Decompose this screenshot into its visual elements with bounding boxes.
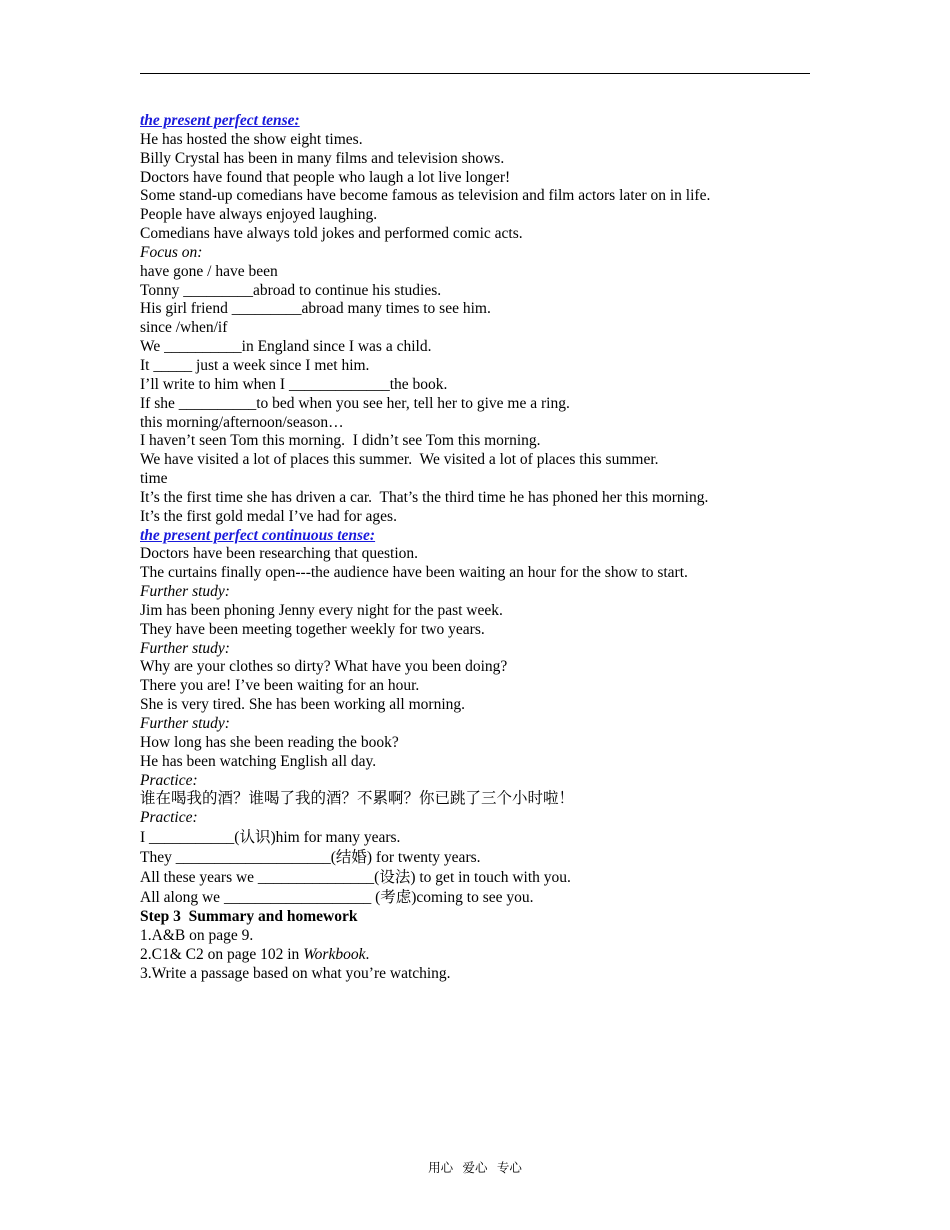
example-line: Jim has been phoning Jenny every night for the past week. (140, 601, 503, 619)
example-line: She is very tired. She has been working all morning. (140, 696, 466, 714)
example-line: It’s the first gold medal I’ve had for ages. (140, 507, 397, 525)
example-line: People have always enjoyed laughing. (140, 206, 378, 224)
example-line: The curtains finally open---the audience have been waiting an hour for the show to start. (140, 564, 688, 582)
exercise-line: We __________in England since I was a child. (140, 338, 432, 356)
further-study-label: Further study: (140, 583, 230, 601)
homework-item-text: 2.C1& C2 on page 102 in (140, 945, 304, 963)
homework-item (140, 946, 820, 965)
example-line: He has hosted the show eight times. (140, 130, 363, 148)
section-heading-present-perfect: the present perfect tense: (140, 112, 300, 129)
example-line: We have visited a lot of places this summer. We visited a lot of places this summer. (140, 451, 659, 469)
example-line: I haven’t seen Tom this morning. I didn’t see Tom this morning. (140, 432, 541, 450)
example-line: It’s the first time she has driven a car. That’s the third time he has phoned her this morning. (140, 488, 709, 506)
homework-item: 1.A&B on page 9. (140, 926, 254, 944)
example-line: How long has she been reading the book? (140, 733, 399, 751)
exercise-line: All along we ___________________ (考虑)coming to see you. (140, 889, 534, 907)
exercise-line: It _____ just a week since I met him. (140, 356, 370, 374)
focus-title: have gone / have been (140, 262, 278, 280)
focus-label: Focus on: (140, 243, 203, 261)
step3-heading: Step 3 Summary and homework (140, 908, 358, 926)
workbook-title: Workbook (303, 945, 366, 963)
example-line: He has been watching English all day. (140, 752, 377, 770)
focus-title: this morning/afternoon/season… (140, 413, 344, 431)
example-line: They have been meeting together weekly for two years. (140, 620, 485, 638)
example-line: Doctors have found that people who laugh a lot live longer! (140, 168, 511, 186)
exercise-line: They ____________________(结婚) for twenty years. (140, 849, 481, 867)
exercise-line: I’ll write to him when I _____________the book. (140, 375, 448, 393)
focus-title: since /when/if (140, 319, 228, 337)
homework-item: 3.Write a passage based on what you’re watching. (140, 964, 451, 982)
example-line: Billy Crystal has been in many films and television shows. (140, 149, 505, 167)
example-line: Comedians have always told jokes and performed comic acts. (140, 225, 523, 243)
example-line: Why are your clothes so dirty? What have you been doing? (140, 658, 508, 676)
section-heading-present-perfect-continuous: the present perfect continuous tense: (140, 526, 376, 544)
document-body (140, 112, 820, 983)
practice-chinese-line: 谁在喝我的酒？谁喝了我的酒？不累啊？你已跳了三个小时啦！ (140, 790, 575, 808)
exercise-line: Tonny _________abroad to continue his studies. (140, 281, 442, 299)
exercise-line: I ___________(认识)him for many years. (140, 829, 401, 847)
header-rule (140, 73, 810, 74)
example-line: Doctors have been researching that question. (140, 545, 419, 563)
practice-label: Practice: (140, 809, 198, 827)
example-line: There you are! I’ve been waiting for an hour. (140, 677, 420, 695)
homework-item-end: . (365, 945, 370, 963)
further-study-label: Further study: (140, 715, 230, 732)
exercise-line: His girl friend _________abroad many times to see him. (140, 300, 491, 318)
exercise-line: All these years we _______________(设法) to get in touch with you. (140, 869, 571, 887)
example-line: Some stand-up comedians have become famous as television and film actors later on in life. (140, 187, 711, 205)
page-footer: 用心 爱心 专心 (428, 1161, 522, 1175)
focus-title: time (140, 470, 168, 488)
exercise-line: If she __________to bed when you see her, tell her to give me a ring. (140, 394, 570, 412)
further-study-label: Further study: (140, 639, 230, 657)
practice-label: Practice: (140, 771, 198, 789)
